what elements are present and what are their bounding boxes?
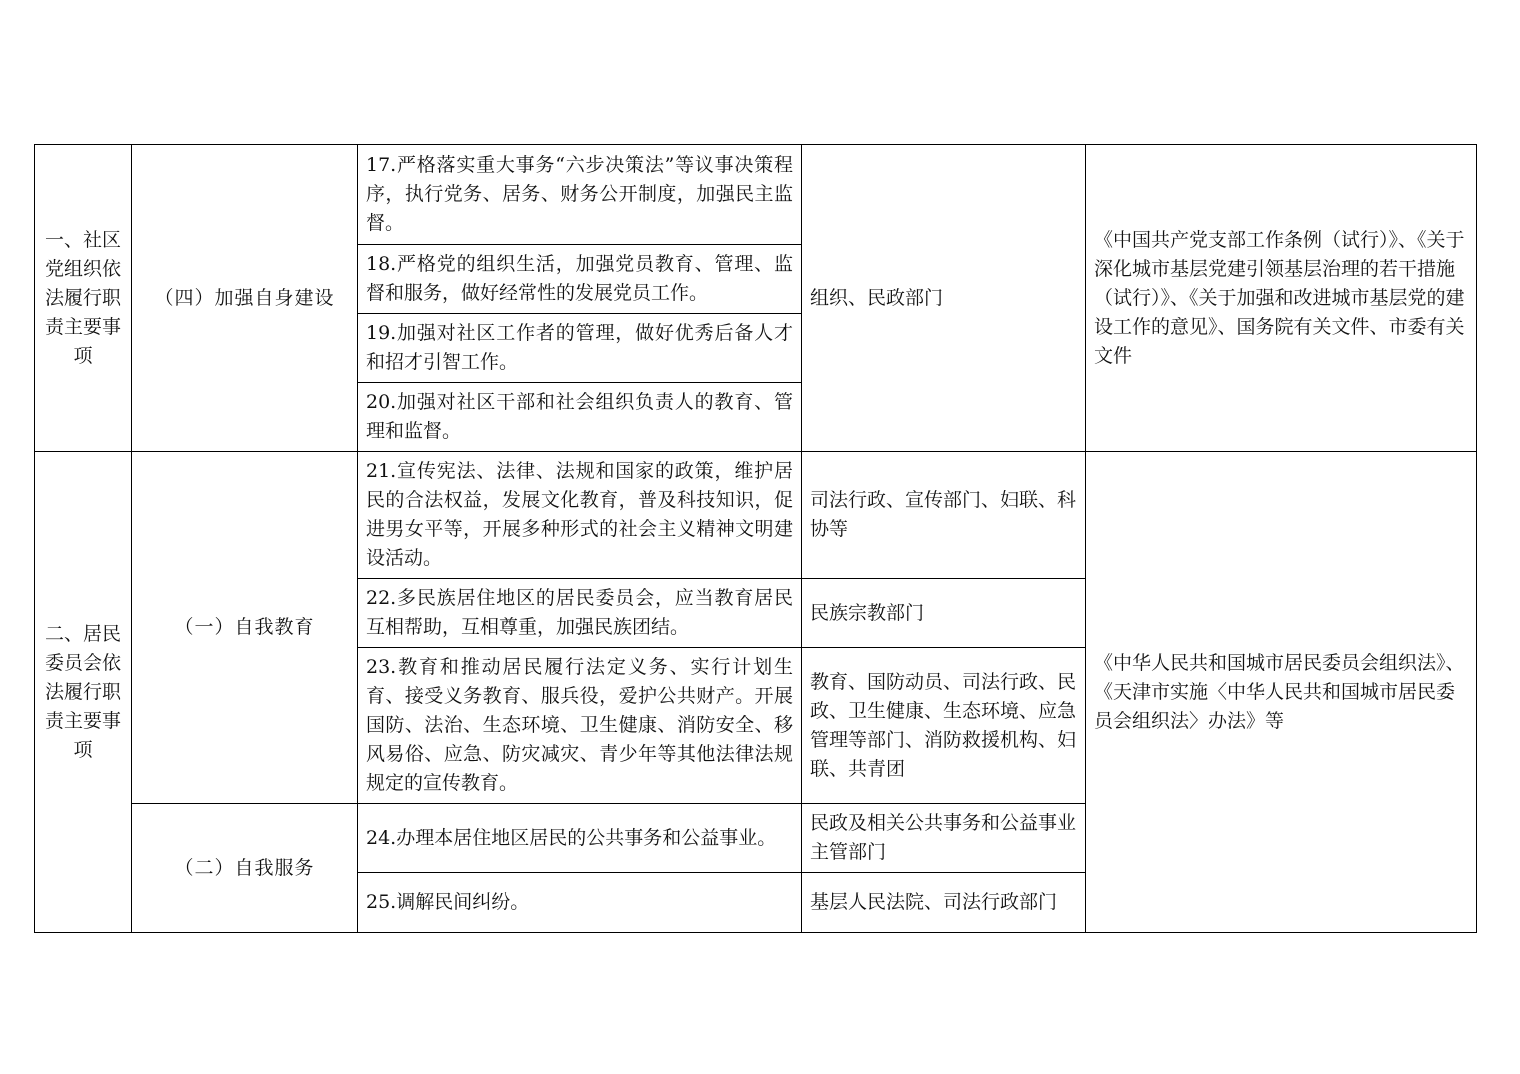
basis-cell: 《中国共产党支部工作条例（试行）》、《关于深化城市基层党建引领基层治理的若干措施（试行）》、《关于加强和改进城市基层党的建设工作的意见》、国务院有关文件、市委有关文件 [1086, 145, 1477, 452]
item-cell: 22.多民族居住地区的居民委员会，应当教育居民互相帮助，互相尊重，加强民族团结。 [358, 579, 802, 648]
department-cell: 基层人民法院、司法行政部门 [802, 873, 1086, 933]
item-cell: 24.办理本居住地区居民的公共事务和公益事业。 [358, 804, 802, 873]
duties-table [34, 144, 1477, 933]
table-row [35, 452, 1477, 579]
department-cell: 民政及相关公共事务和公益事业主管部门 [802, 804, 1086, 873]
subcategory-cell: （一）自我教育 [132, 452, 358, 804]
item-cell: 18.严格党的组织生活，加强党员教育、管理、监督和服务，做好经常性的发展党员工作。 [358, 245, 802, 314]
table-row [35, 145, 1477, 245]
department-cell: 民族宗教部门 [802, 579, 1086, 648]
item-cell: 25.调解民间纠纷。 [358, 873, 802, 933]
item-cell: 21.宣传宪法、法律、法规和国家的政策，维护居民的合法权益，发展文化教育，普及科技知识，促进男女平等，开展多种形式的社会主义精神文明建设活动。 [358, 452, 802, 579]
item-cell: 20.加强对社区干部和社会组织负责人的教育、管理和监督。 [358, 383, 802, 452]
subcategory-cell: （四）加强自身建设 [132, 145, 358, 452]
department-cell: 教育、国防动员、司法行政、民政、卫生健康、生态环境、应急管理等部门、消防救援机构、妇联、共青团 [802, 648, 1086, 804]
department-cell: 组织、民政部门 [802, 145, 1086, 452]
item-cell: 17.严格落实重大事务“六步决策法”等议事决策程序，执行党务、居务、财务公开制度，加强民主监督。 [358, 145, 802, 245]
category-cell: 二、居民委员会依法履行职责主要事项 [35, 452, 132, 933]
category-cell: 一、社区党组织依法履行职责主要事项 [35, 145, 132, 452]
item-cell: 23.教育和推动居民履行法定义务、实行计划生育、接受义务教育、服兵役，爱护公共财产。开展国防、法治、生态环境、卫生健康、消防安全、移风易俗、应急、防灾减灾、青少年等其他法律法规规定的宣传教育。 [358, 648, 802, 804]
department-cell: 司法行政、宣传部门、妇联、科协等 [802, 452, 1086, 579]
basis-cell: 《中华人民共和国城市居民委员会组织法》、《天津市实施〈中华人民共和国城市居民委员会组织法〉办法》等 [1086, 452, 1477, 933]
subcategory-cell: （二）自我服务 [132, 804, 358, 933]
item-cell: 19.加强对社区工作者的管理，做好优秀后备人才和招才引智工作。 [358, 314, 802, 383]
